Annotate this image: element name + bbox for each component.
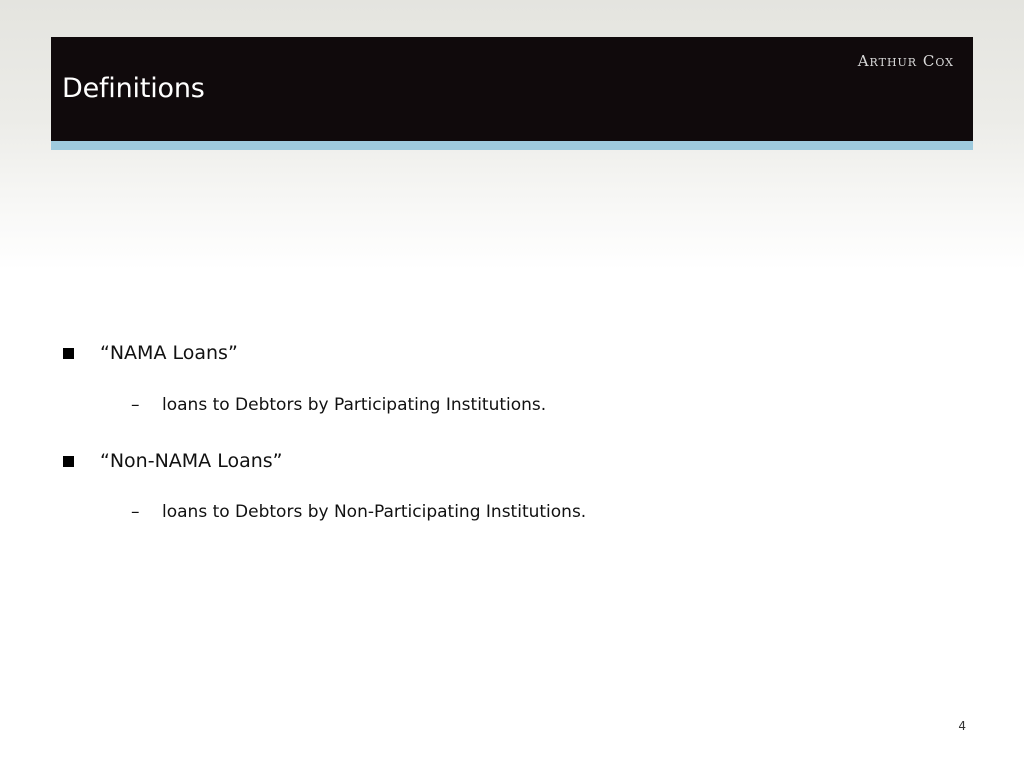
page-number: 4	[958, 719, 966, 733]
sub-bullet-text: loans to Debtors by Participating Institutions.	[162, 395, 547, 415]
bullet-text: “Non-NAMA Loans”	[100, 450, 283, 472]
dash-bullet-icon: –	[131, 502, 140, 522]
dash-bullet-icon: –	[131, 395, 140, 415]
sub-bullet-text: loans to Debtors by Non-Participating Institutions.	[162, 502, 587, 522]
bullet-text: “NAMA Loans”	[100, 342, 238, 364]
sub-bullet-nama-definition	[131, 395, 546, 415]
bullet-item-nama-loans	[63, 342, 238, 364]
sub-bullet-non-nama-definition	[131, 502, 586, 522]
bullet-item-non-nama-loans	[63, 450, 283, 472]
slide-title: Definitions	[62, 73, 205, 104]
accent-bar	[51, 141, 973, 150]
square-bullet-icon	[63, 348, 74, 359]
square-bullet-icon	[63, 456, 74, 467]
brand-logo: Arthur Cox	[857, 52, 954, 70]
